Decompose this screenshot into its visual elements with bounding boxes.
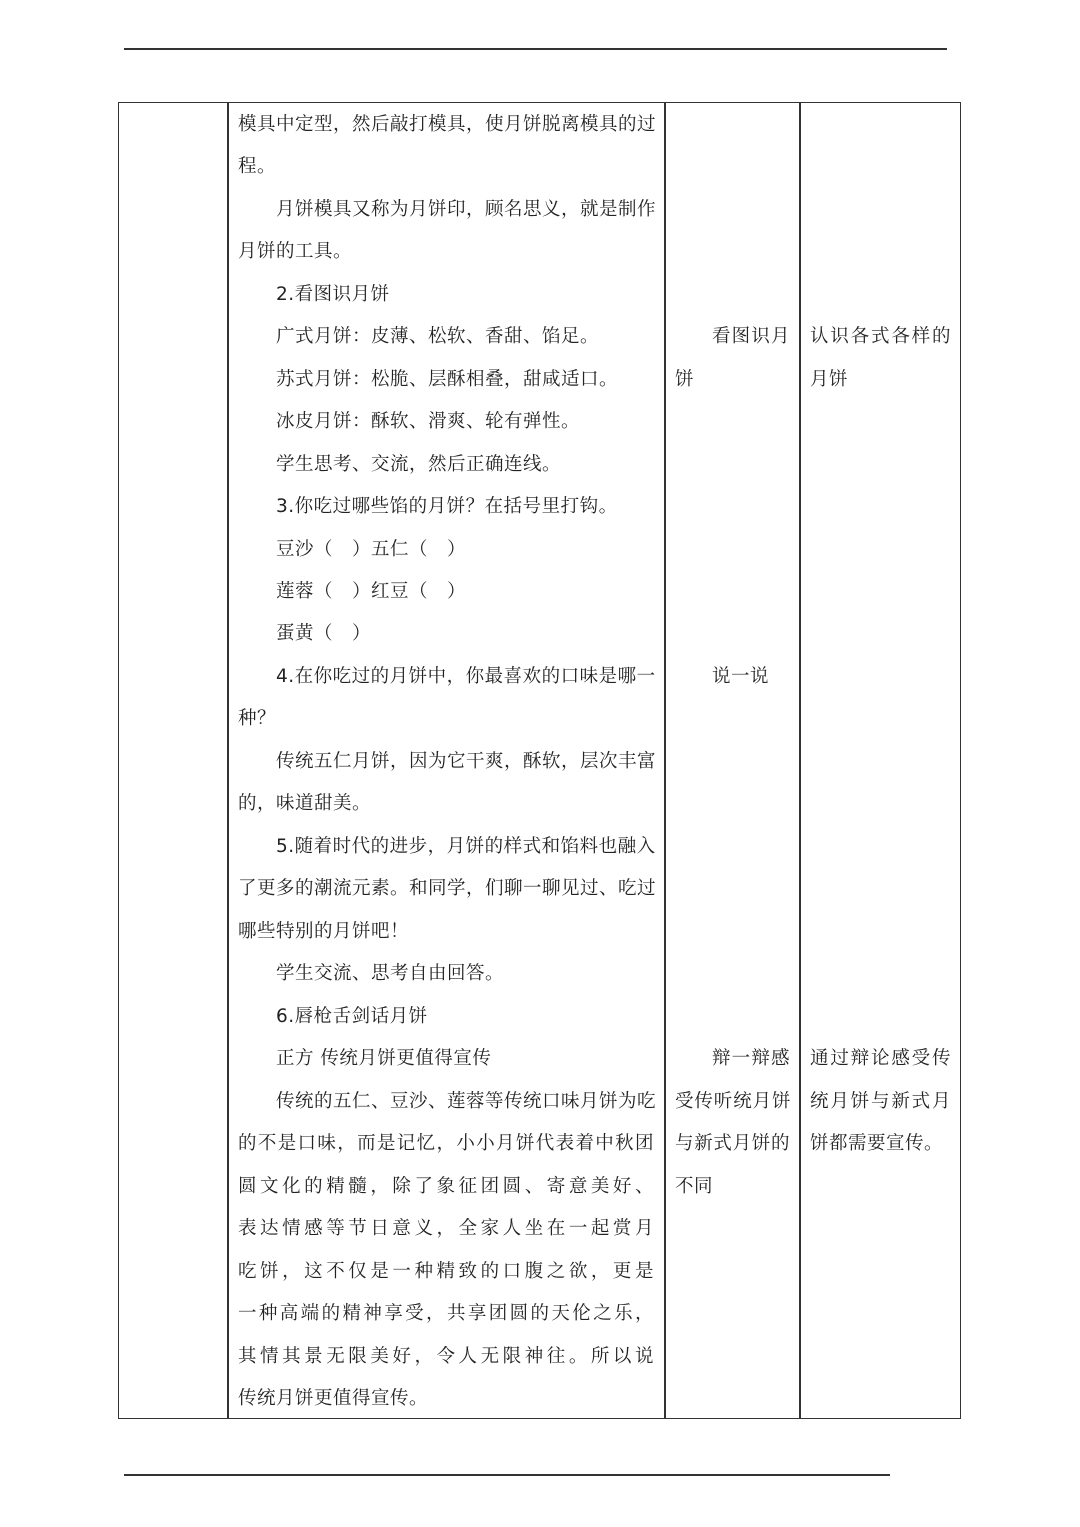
section-heading: 5.随着时代的进步，月饼的样式和馅料也融入 xyxy=(276,836,656,857)
text-line: 程。 xyxy=(238,156,277,177)
text-line: 蛋黄（ ） xyxy=(276,623,372,644)
activity-text: 受传听统月饼 xyxy=(675,1091,790,1112)
text-line: 传统五仁月饼，因为它干爽，酥软，层次丰富 xyxy=(276,751,657,772)
text-line: 吃饼，这不仅是一种精致的口腹之欲，更是 xyxy=(238,1261,654,1282)
column-divider-3 xyxy=(799,102,801,1419)
purpose-text: 统月饼与新式月 xyxy=(810,1091,951,1112)
activity-text: 辩一辩感 xyxy=(712,1048,790,1069)
column-divider-2 xyxy=(664,102,666,1419)
text-line: 哪些特别的月饼吧！ xyxy=(238,921,410,942)
activity-text: 饼 xyxy=(675,369,695,390)
text-line: 的，味道甜美。 xyxy=(238,793,372,814)
text-line: 一种高端的精神享受，共享团圆的天伦之乐， xyxy=(238,1303,654,1324)
text-line: 传统月饼更值得宣传。 xyxy=(238,1388,429,1409)
purpose-text: 饼都需要宣传。 xyxy=(810,1133,944,1154)
text-line: 圆文化的精髓，除了象征团圆、寄意美好、 xyxy=(238,1176,654,1197)
section-heading: 3.你吃过哪些馅的月饼？在括号里打钩。 xyxy=(276,496,618,517)
text-line: 模具中定型，然后敲打模具，使月饼脱离模具的过 xyxy=(238,114,657,135)
text-line: 的不是口味，而是记忆，小小月饼代表着中秋团 xyxy=(238,1133,654,1154)
section-heading: 6.唇枪舌剑话月饼 xyxy=(276,1006,428,1027)
activity-text: 说一说 xyxy=(712,666,770,687)
purpose-text: 月饼 xyxy=(810,369,849,390)
text-line: 广式月饼：皮薄、松软、香甜、馅足。 xyxy=(276,326,600,347)
text-line: 学生思考、交流，然后正确连线。 xyxy=(276,454,562,475)
text-line: 其情其景无限美好，令人无限神往。所以说 xyxy=(238,1346,654,1367)
text-line: 苏式月饼：松脆、层酥相叠，甜咸适口。 xyxy=(276,369,619,390)
text-line: 种？ xyxy=(238,708,277,729)
section-heading: 2.看图识月饼 xyxy=(276,284,390,305)
header-rule xyxy=(124,48,947,50)
text-line: 学生交流、思考自由回答。 xyxy=(276,963,505,984)
text-line: 冰皮月饼：酥软、滑爽、轮有弹性。 xyxy=(276,411,581,432)
text-line: 月饼模具又称为月饼印，顾名思义，就是制作 xyxy=(276,199,657,220)
text-line: 豆沙（ ）五仁（ ） xyxy=(276,539,467,560)
activity-text: 看图识月 xyxy=(712,326,790,347)
purpose-text: 认识各式各样的 xyxy=(810,326,951,347)
text-line: 表达情感等节日意义，全家人坐在一起赏月 xyxy=(238,1218,654,1239)
footer-rule xyxy=(124,1474,890,1476)
text-line: 月饼的工具。 xyxy=(238,241,353,262)
text-line: 了更多的潮流元素。和同学，们聊一聊见过、吃过 xyxy=(238,878,657,899)
activity-text: 与新式月饼的 xyxy=(675,1133,790,1154)
text-line: 莲蓉（ ）红豆（ ） xyxy=(276,581,467,602)
section-heading: 4.在你吃过的月饼中，你最喜欢的口味是哪一 xyxy=(276,666,656,687)
column-divider-1 xyxy=(227,102,229,1419)
purpose-text: 通过辩论感受传 xyxy=(810,1048,951,1069)
text-line: 传统的五仁、豆沙、莲蓉等传统口味月饼为吃 xyxy=(276,1091,657,1112)
text-line: 正方 传统月饼更值得宣传 xyxy=(276,1048,492,1069)
activity-text: 不同 xyxy=(675,1176,714,1197)
